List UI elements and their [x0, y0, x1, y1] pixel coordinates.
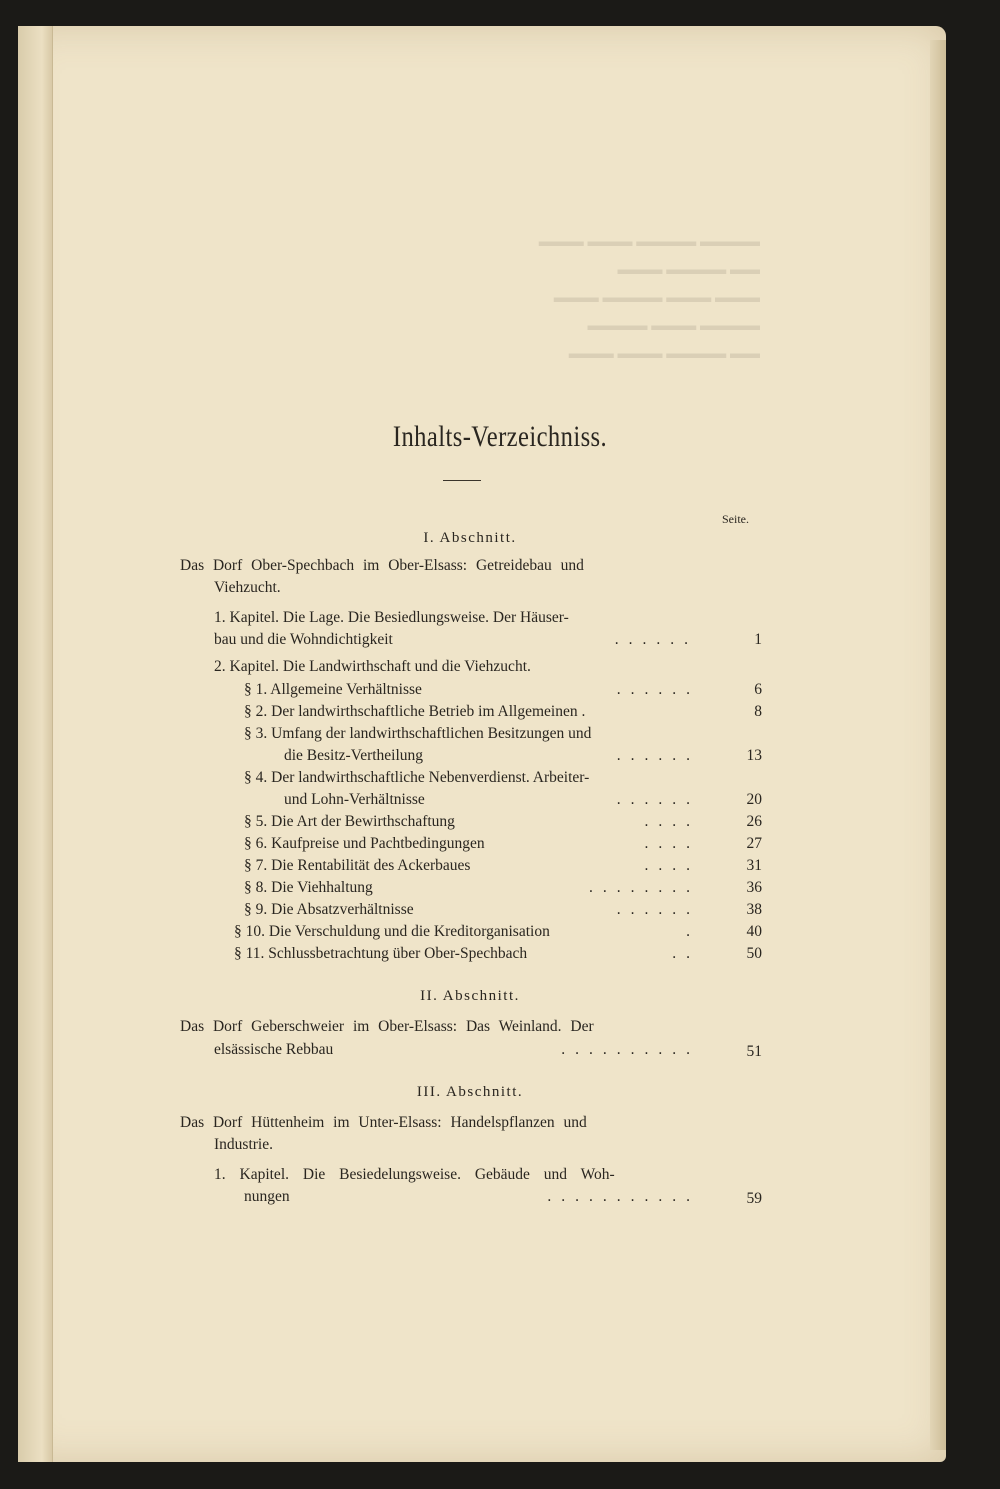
entry-label: § 7. Die Rentabilität des Ackerbaues: [244, 857, 471, 874]
book-page: [18, 26, 946, 1462]
page-gutter: [18, 26, 53, 1462]
page-number: 59: [746, 1190, 762, 1207]
entry-label: § 6. Kaufpreise und Pachtbedingungen: [244, 835, 485, 852]
section-3-title: Das Dorf Hüttenheim im Unter-Elsass: Handelspflanzen und: [180, 1114, 587, 1131]
entry-label: § 10. Die Verschuldung und die Kreditorganisation: [234, 923, 550, 940]
page-number: 8: [754, 703, 762, 720]
chapter-1-title: 1. Kapitel. Die Lage. Die Besiedlungsweise. Der Häuser-: [214, 609, 569, 626]
title-rule: [443, 480, 481, 481]
page-edge: [930, 40, 946, 1450]
entry-label: § 4. Der landwirthschaftliche Nebenverdienst. Arbeiter-: [244, 769, 590, 786]
page-number: 1: [754, 631, 762, 648]
page-number: 26: [746, 813, 762, 830]
entry-label: § 3. Umfang der landwirthschaftlichen Besitzungen und: [244, 725, 592, 742]
section-3-chapter-1-cont: nungen: [244, 1188, 290, 1205]
entry-label: § 5. Die Art der Bewirthschaftung: [244, 813, 455, 830]
page-number: 6: [754, 681, 762, 698]
section-2-heading: II. Abschnitt.: [420, 988, 520, 1004]
page-number: 36: [746, 879, 762, 896]
chapter-1-title-cont: bau und die Wohndichtigkeit: [214, 631, 393, 648]
entry-label: § 11. Schlussbetrachtung über Ober-Spechbach: [234, 945, 528, 962]
entry-label: § 8. Die Viehhaltung: [244, 879, 373, 896]
page-number: 27: [746, 835, 762, 852]
page-number: 13: [746, 747, 762, 764]
section-1-intro-cont: Viehzucht.: [214, 579, 281, 596]
entry-label: § 9. Die Absatzverhältnisse: [244, 901, 414, 918]
seite-label: Seite.: [722, 512, 749, 526]
section-3-chapter-1-title: 1. Kapitel. Die Besiedelungsweise. Gebäude und Woh-: [214, 1166, 615, 1183]
page-number: 50: [746, 945, 762, 962]
section-2-title: Das Dorf Geberschweier im Ober-Elsass: Das Weinland. Der: [180, 1018, 594, 1035]
bleed-through: ▬▬▬ ▬▬▬ ▬▬▬▬ ▬▬▬▬ ▬▬▬ ▬▬▬▬ ▬▬ ▬▬▬ ▬▬▬▬ ▬▬▬ ▬▬▬ ▬▬▬▬ ▬▬▬ ▬▬▬▬ ▬▬▬ ▬▬▬ ▬▬▬▬ ▬▬: [538, 234, 760, 362]
page-number: 40: [746, 923, 762, 940]
entry-label-cont: die Besitz-Vertheilung: [284, 747, 424, 764]
page-number: 51: [746, 1043, 762, 1060]
chapter-2-title: 2. Kapitel. Die Landwirthschaft und die Viehzucht.: [214, 658, 531, 675]
section-2-title-cont: elsässische Rebbau: [214, 1041, 334, 1058]
page-number: 38: [746, 901, 762, 918]
section-3-heading: III. Abschnitt.: [416, 1084, 524, 1100]
entry-label: § 2. Der landwirthschaftliche Betrieb im Allgemeinen .: [244, 703, 586, 720]
section-3-title-cont: Industrie.: [214, 1136, 273, 1153]
page-number: 31: [746, 857, 762, 874]
page-title: Inhalts-Verzeichniss.: [392, 420, 608, 453]
section-1-heading: I. Abschnitt.: [423, 530, 517, 546]
section-1-intro: Das Dorf Ober-Spechbach im Ober-Elsass: Getreidebau und: [180, 557, 584, 574]
entry-label-cont: und Lohn-Verhältnisse: [284, 791, 425, 808]
entry-label: § 1. Allgemeine Verhältnisse: [244, 681, 422, 698]
page-number: 20: [746, 791, 762, 808]
